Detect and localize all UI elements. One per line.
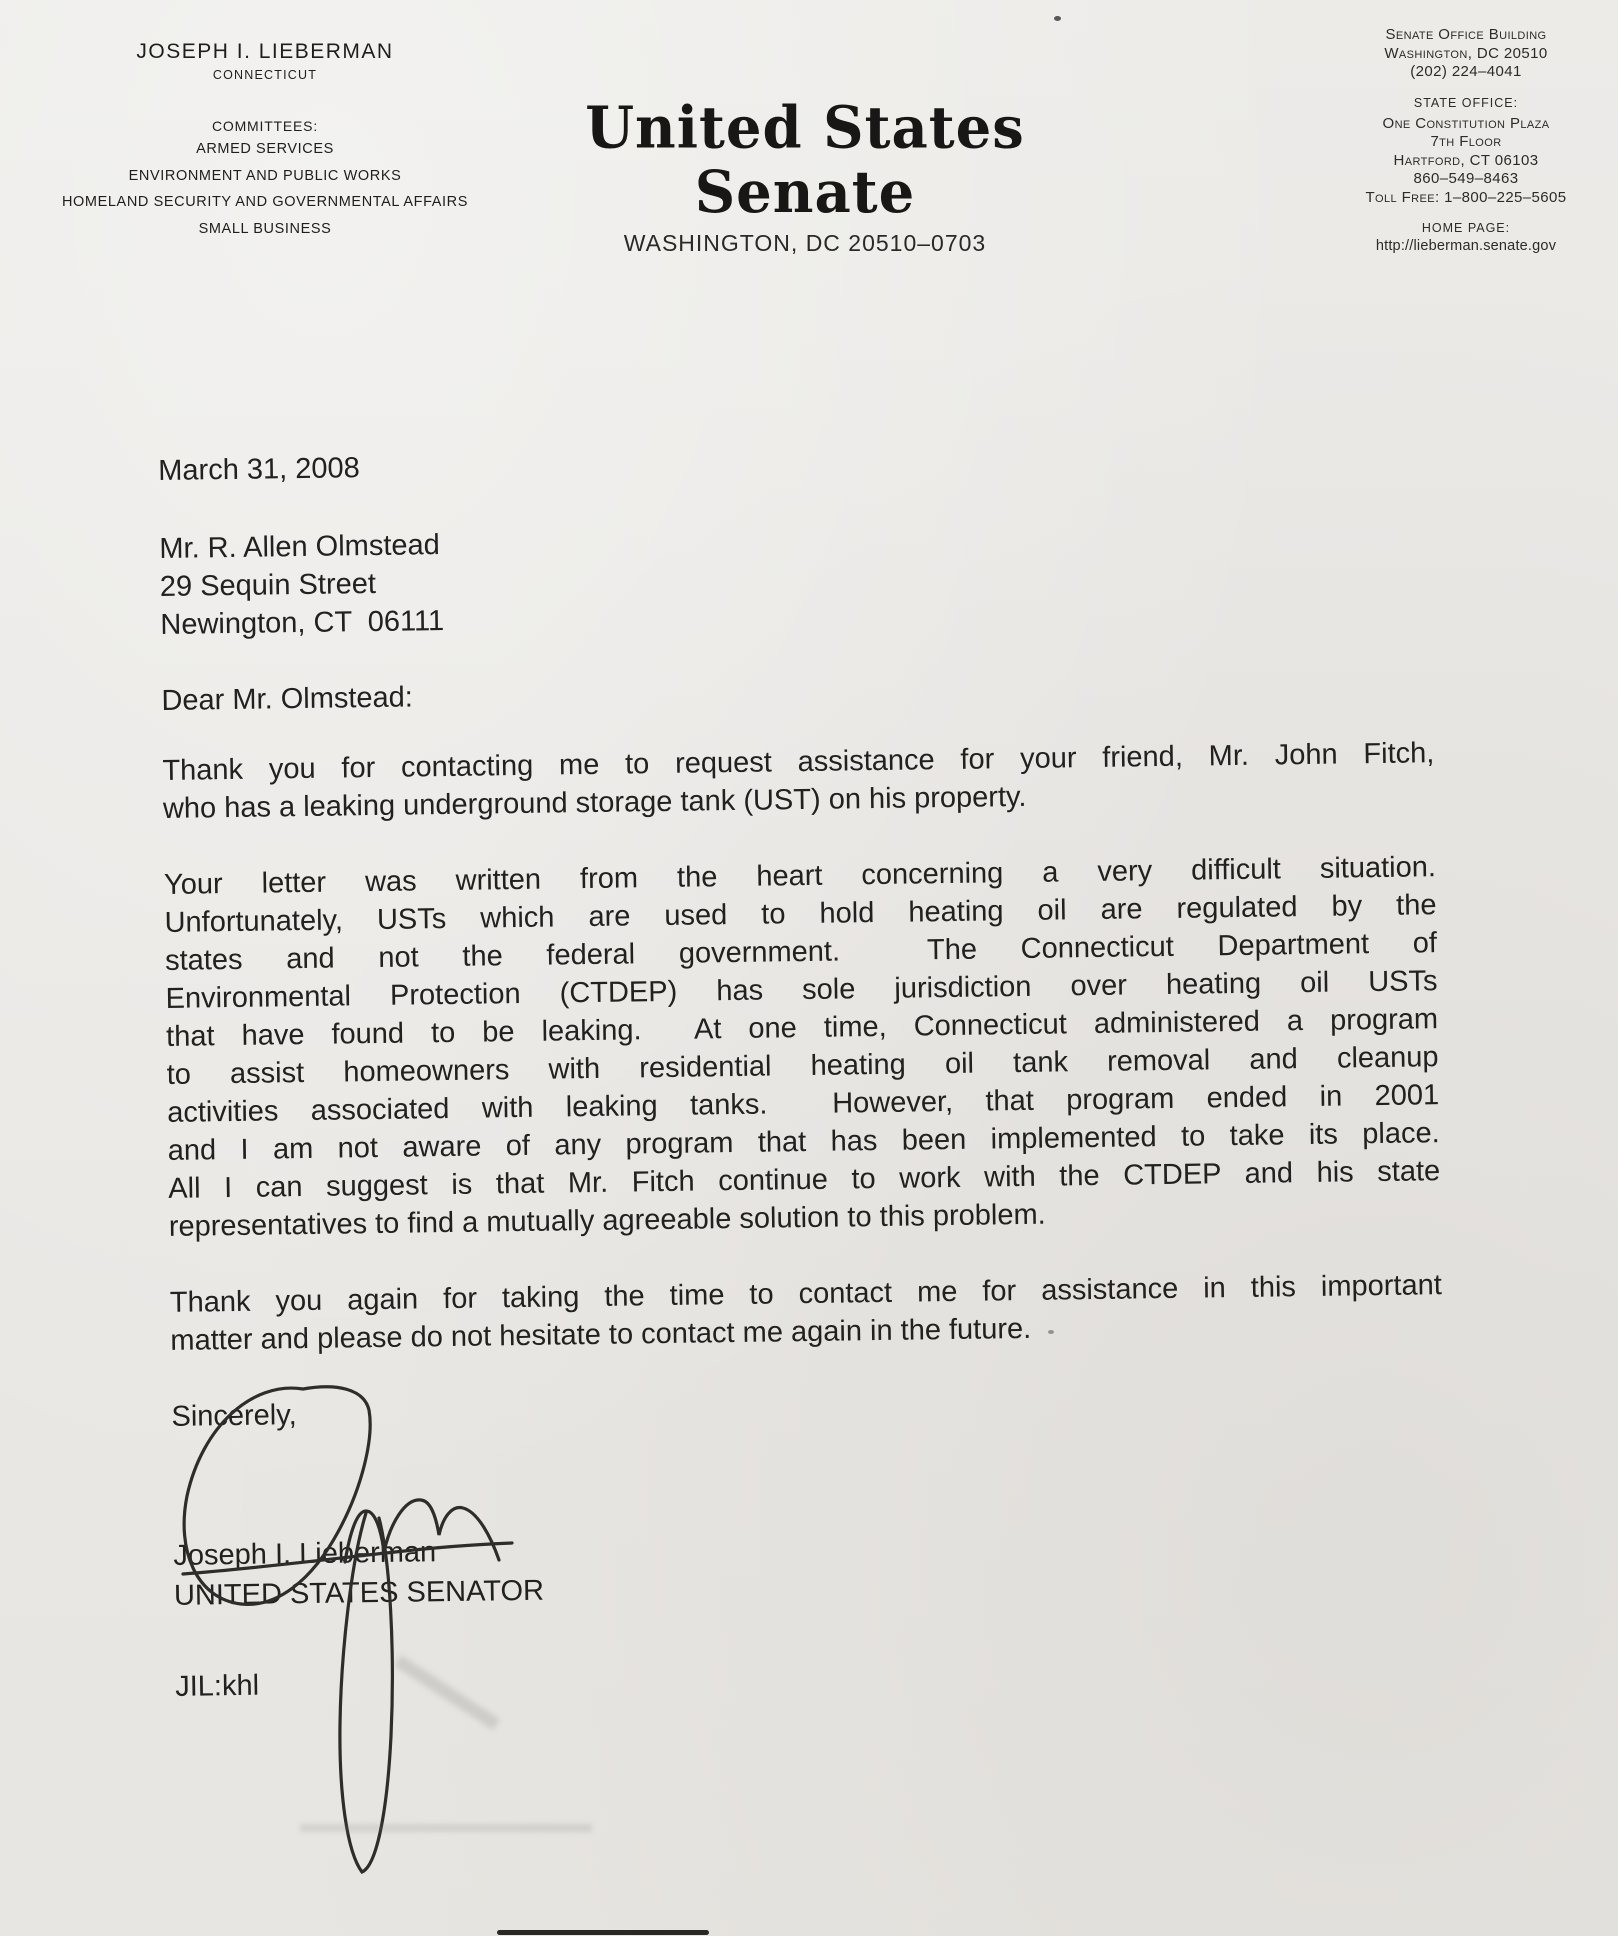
text-line: Thank you again for taking the time to contact me for assistance in this important — [169, 1269, 1442, 1319]
state-office-lines — [1326, 115, 1606, 208]
text-line: Hartford, CT 06103 — [1393, 151, 1539, 169]
text-line: activities associated with leaking tanks. However, that program ended in 2001 — [167, 1079, 1440, 1129]
signature-name: Joseph I. Lieberman — [173, 1536, 437, 1572]
text-line: 29 Sequin Street — [159, 567, 377, 603]
sender-state: CONNECTICUT — [212, 68, 318, 82]
text-line: ENVIRONMENT AND PUBLIC WORKS — [128, 167, 402, 184]
letter-date: March 31, 2008 — [158, 452, 360, 487]
text-line: Thank you for contacting me to request assistance for your friend, Mr. John Fitch, — [162, 737, 1435, 787]
scan-edge-mark — [497, 1930, 709, 1935]
home-page-url: http://lieberman.senate.gov — [1375, 238, 1557, 254]
text-line: matter and please do not hesitate to contact me again in the future. — [170, 1312, 1032, 1357]
home-page-label: HOME PAGE: — [1421, 221, 1511, 235]
text-line: Your letter was written from the heart concerning a very difficult situation. — [163, 851, 1437, 901]
reference-initials: JIL:khl — [175, 1669, 260, 1703]
text-line: Toll Free: 1–800–225–5605 — [1365, 188, 1567, 206]
text-line: and I am not aware of any program that has been implemented to take its place. — [167, 1117, 1440, 1167]
signature-title: UNITED STATES SENATOR — [173, 1574, 545, 1612]
committees-label: COMMITTEES: — [211, 118, 319, 134]
senate-title: United States Senate — [585, 93, 1025, 227]
text-line: representatives to find a mutually agreeable solution to this problem. — [168, 1198, 1046, 1243]
paragraph-3 — [170, 1266, 1443, 1360]
signature-block — [173, 1518, 1446, 1616]
text-line: One Constitution Plaza — [1382, 114, 1550, 132]
recipient-address — [159, 512, 1432, 644]
dc-office-phone: (202) 224–4041 — [1410, 63, 1522, 80]
letterhead-sender-block — [28, 40, 502, 242]
text-line: All I can suggest is that Mr. Fitch continue to work with the CTDEP and his state — [168, 1155, 1441, 1205]
text-line: who has a leaking underground storage tank (UST) on his property. — [162, 780, 1027, 825]
letterhead-title-block — [470, 93, 1140, 257]
text-line: HOMELAND SECURITY AND GOVERNMENTAL AFFAIRS — [61, 194, 469, 210]
letterhead-offices-block — [1326, 26, 1606, 255]
paragraph-1 — [162, 734, 1435, 828]
text-line: Unfortunately, USTs which are used to hold heating oil are regulated by the — [164, 889, 1437, 939]
text-line: Mr. R. Allen Olmstead — [159, 529, 440, 565]
text-line: 7th Floor — [1430, 133, 1502, 150]
text-line: that have found to be leaking. At one time, Connecticut administered a program — [165, 1003, 1439, 1053]
committees-list — [28, 136, 502, 242]
text-line: to assist homeowners with residential heating oil tank removal and cleanup — [166, 1041, 1439, 1091]
state-office-label: STATE OFFICE: — [1413, 95, 1519, 110]
text-line: Newington, CT 06111 — [160, 605, 445, 641]
scan-smudge — [300, 1824, 592, 1832]
scan-speck — [1054, 16, 1061, 21]
text-line: 860–549–8463 — [1413, 170, 1519, 187]
text-line: SMALL BUSINESS — [198, 220, 332, 237]
salutation: Dear Mr. Olmstead: — [161, 681, 414, 717]
text-line: Environmental Protection (CTDEP) has sole jurisdiction over heating oil USTs — [165, 965, 1438, 1015]
sender-name: JOSEPH I. LIEBERMAN — [136, 40, 394, 63]
paragraph-2 — [164, 848, 1441, 1246]
senate-address: WASHINGTON, DC 20510–0703 — [623, 230, 987, 256]
closing: Sincerely, — [171, 1399, 297, 1433]
dc-office-line: Washington, DC 20510 — [1384, 44, 1548, 62]
letter-body — [158, 434, 1447, 1706]
text-line: states and not the federal government. The Connecticut Department of — [164, 927, 1438, 977]
text-line: ARMED SERVICES — [196, 141, 334, 157]
dc-office-line: Senate Office Building — [1385, 26, 1547, 43]
